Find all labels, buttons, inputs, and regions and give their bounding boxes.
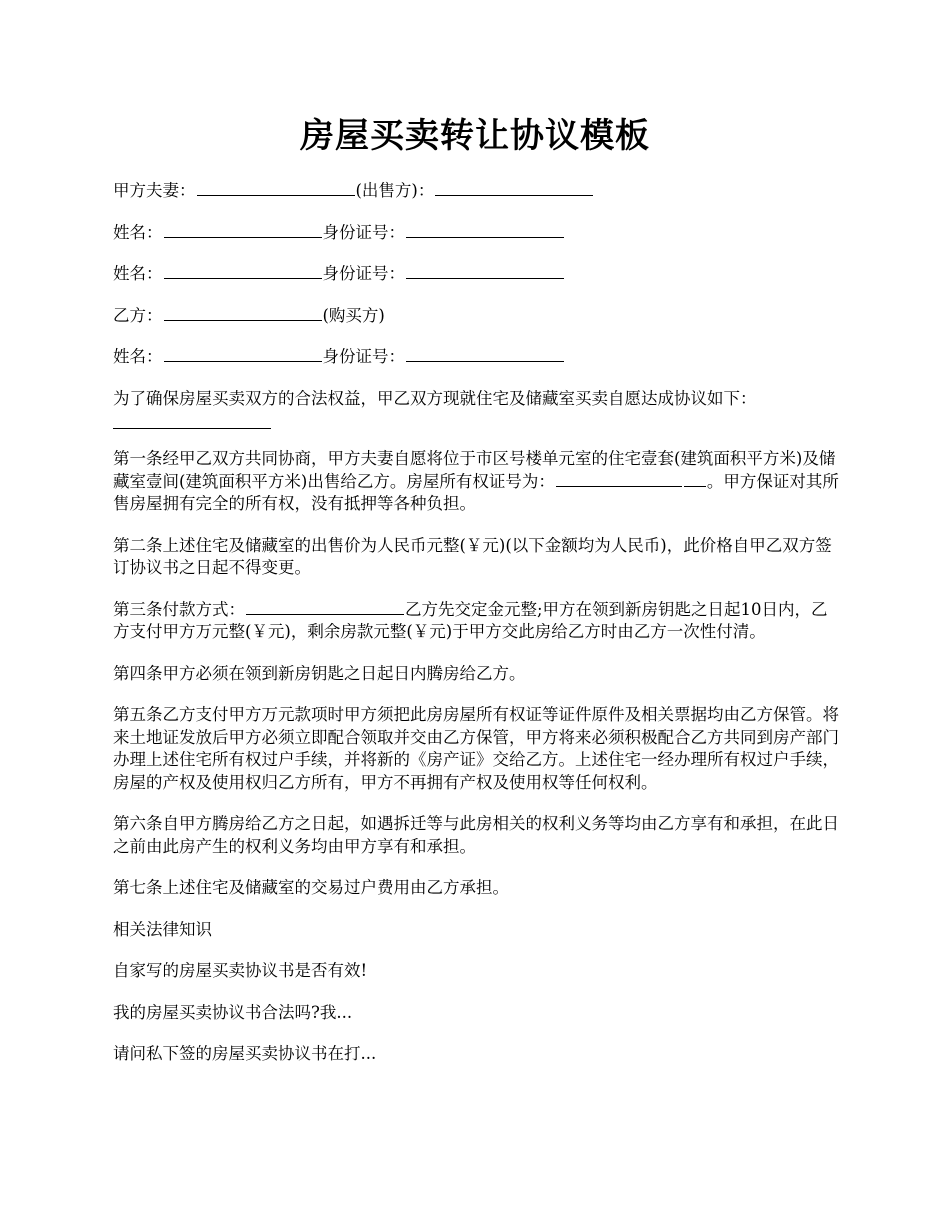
name-label: 姓名： xyxy=(113,347,163,366)
related-item-2: 我的房屋买卖协议书合法吗?我... xyxy=(113,1002,353,1022)
party-b-blank xyxy=(164,306,322,321)
name-line-3 xyxy=(113,346,841,369)
article-5: 第五条乙方支付甲方万元款项时甲方须把此房房屋所有权证等证件原件及相关票据均由乙方保管。将来土地证发放后甲方必须立即配合领取并交由乙方保管，甲方将来必须积极配合乙方共同到房产部门办理上述住宅所有权过户手续，并将新的《房产证》交给乙方。上述住宅一经办理所有权过户手续，房屋的产权及使用权归乙方所有，甲方不再拥有产权及使用权等任何权利。 xyxy=(113,705,839,792)
name-line-2 xyxy=(113,263,841,286)
article-4: 第四条甲方必须在领到新房钥匙之日起日内腾房给乙方。 xyxy=(113,663,526,683)
payment-method-blank xyxy=(246,600,404,615)
party-b-role: (购买方) xyxy=(322,305,385,325)
document-title: 房屋买卖转让协议模板 xyxy=(300,116,650,156)
intro-blank xyxy=(113,414,271,429)
article-3-text-b: 乙方先交定金元整;甲方在领到新房钥匙之日起10日内，乙方支付甲方万元整(￥元)，剩余房款元整(￥元)于甲方交此房给乙方时由乙方一次性付清。 xyxy=(113,599,828,641)
id-blank xyxy=(406,347,564,362)
name-blank xyxy=(164,264,322,279)
party-b-label: 乙方： xyxy=(113,305,163,325)
name-label: 姓名： xyxy=(113,222,163,242)
name-label: 姓名： xyxy=(113,264,163,283)
party-a-role: (出售方)： xyxy=(355,181,435,200)
id-blank xyxy=(406,223,564,238)
certificate-number-blank xyxy=(556,472,682,487)
article-7: 第七条上述住宅及储藏室的交易过户费用由乙方承担。 xyxy=(113,878,509,897)
intro-paragraph xyxy=(113,388,841,430)
article-3 xyxy=(113,599,841,644)
related-item-3: 请问私下签的房屋买卖协议书在打... xyxy=(113,1044,377,1063)
id-label: 身份证号： xyxy=(322,264,405,283)
name-blank xyxy=(164,347,322,362)
related-heading: 相关法律知识 xyxy=(113,919,212,939)
name-line-1 xyxy=(113,222,841,245)
document-body xyxy=(113,180,841,1085)
article-6: 第六条自甲方腾房给乙方之日起，如遇拆迁等与此房相关的权利义务等均由乙方享有和承担，在此日之前由此房产生的权利义务均由甲方享有和承担。 xyxy=(113,814,839,856)
article-2: 第二条上述住宅及储藏室的出售价为人民币元整(￥元)(以下金额均为人民币)，此价格自甲乙双方签订协议书之日起不得变更。 xyxy=(113,535,832,577)
article-1-text-a: 第一条经甲乙双方共同协商，甲方夫妻自愿将位于市区号楼单元室的住宅壹套(建筑面积平方米)及储藏室壹间(建筑面积平方米)出售给乙方。房屋所有权证号为： xyxy=(113,449,836,491)
party-a-line xyxy=(113,180,841,203)
id-blank xyxy=(406,264,564,279)
party-a-label: 甲方夫妻： xyxy=(113,181,196,200)
party-a-blank xyxy=(197,181,355,196)
article-1-text-b: 。甲方保证对其所售房屋拥有完全的所有权，没有抵押等各种负担。 xyxy=(113,471,839,513)
article-1 xyxy=(113,448,841,516)
party-b-line xyxy=(113,305,841,328)
id-label: 身份证号： xyxy=(322,222,405,242)
intro-text: 为了确保房屋买卖双方的合法权益，甲乙双方现就住宅及储藏室买卖自愿达成协议如下： xyxy=(113,388,757,408)
id-label: 身份证号： xyxy=(322,347,405,366)
article-3-text-a: 第三条付款方式： xyxy=(113,599,245,619)
related-item-1: 自家写的房屋买卖协议书是否有效! xyxy=(113,961,368,980)
party-a-role-blank xyxy=(435,181,593,196)
certificate-number-blank-cont xyxy=(684,472,706,487)
name-blank xyxy=(164,223,322,238)
